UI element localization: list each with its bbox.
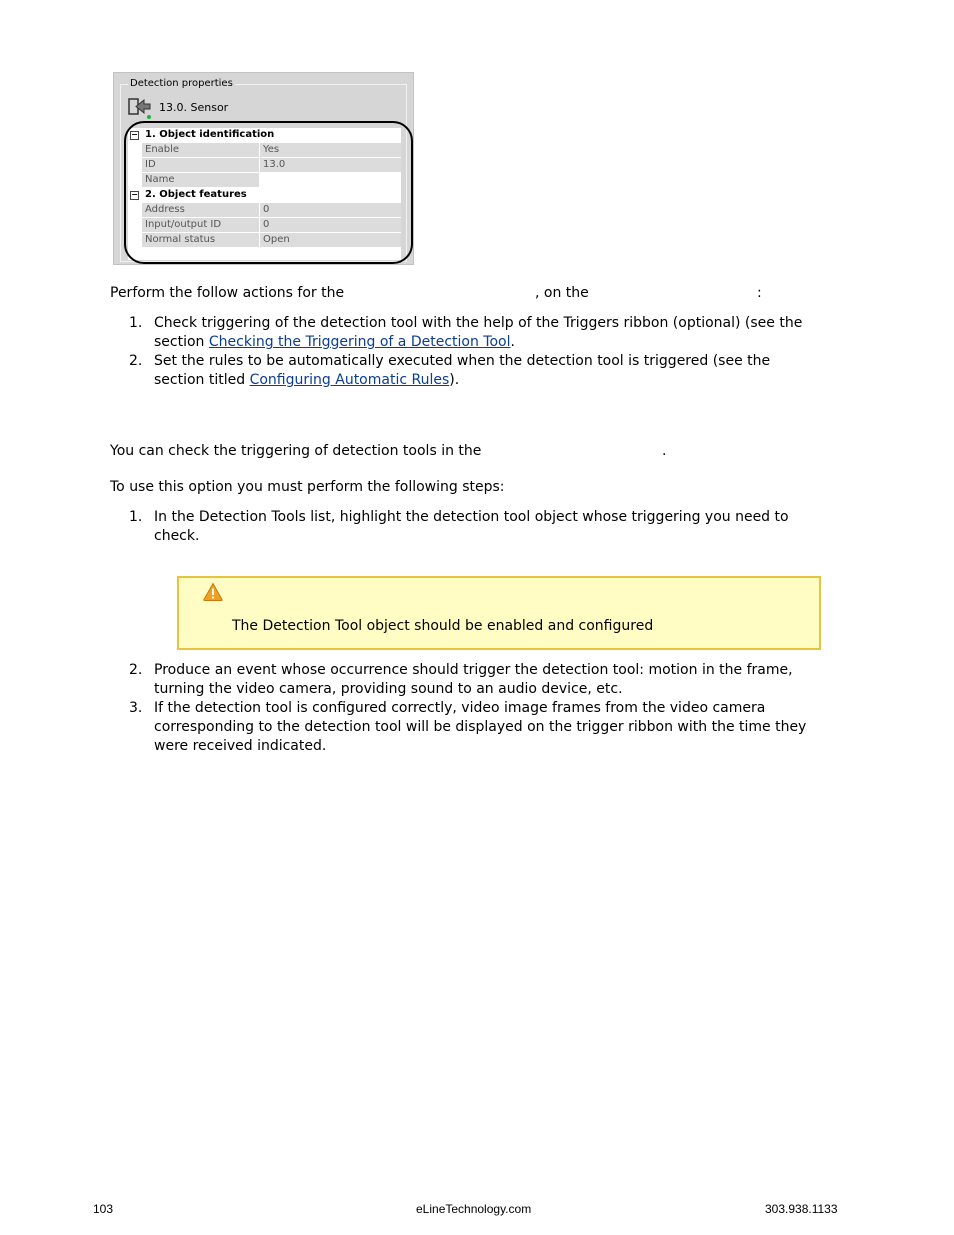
step-text: In the Detection Tools list, highlight the detection tool object whose triggering you need to (154, 509, 789, 525)
intro-part-1: Perform the follow actions for the (110, 285, 345, 301)
property-value[interactable]: 13.0 (260, 158, 401, 173)
property-value[interactable]: 0 (260, 218, 401, 233)
property-key: Input/output ID (142, 218, 259, 233)
step-text: If the detection tool is configured correctly, video image frames from the video camera (154, 700, 766, 716)
intro-part-2: , on the (535, 285, 589, 301)
note-text: The Detection Tool object should be enabled and configured (232, 618, 654, 634)
list-item (110, 314, 850, 352)
property-key: Normal status (142, 233, 259, 248)
note-box (177, 576, 821, 650)
step-number: 2. (129, 662, 143, 678)
sensor-icon (128, 97, 152, 117)
configuring-automatic-rules-link[interactable]: Configuring Automatic Rules (249, 372, 450, 388)
footer-phone: 303.938.1133 (765, 1202, 838, 1216)
step-number: 2. (129, 353, 143, 369)
section-label: 1. Object identification (145, 129, 275, 140)
continued-steps-list (110, 661, 850, 756)
section-label: 2. Object features (145, 189, 247, 200)
collapse-icon[interactable]: − (131, 130, 138, 139)
check-paragraph-end: . (662, 443, 667, 459)
procedure-steps-list (110, 508, 850, 546)
step-text: ). (449, 372, 460, 388)
panel-legend: Detection properties (130, 78, 233, 89)
step-number: 1. (129, 509, 143, 525)
highlight-outline (124, 121, 413, 264)
warning-icon (203, 582, 223, 602)
action-steps-list (110, 314, 850, 390)
step-text: were received indicated. (154, 738, 327, 754)
step-number: 1. (129, 315, 143, 331)
list-item (110, 508, 850, 546)
property-value[interactable]: Open (260, 233, 401, 248)
step-text: corresponding to the detection tool will be displayed on the trigger ribbon with the time they (154, 719, 807, 735)
property-key: Name (142, 173, 259, 188)
property-key: Enable (142, 143, 259, 158)
check-paragraph: You can check the triggering of detection tools in the (110, 443, 482, 459)
list-item (110, 699, 850, 756)
step-text: check. (154, 528, 200, 544)
intro-part-3: : (757, 285, 762, 301)
page-number: 103 (93, 1202, 114, 1216)
use-paragraph: To use this option you must perform the following steps: (110, 479, 505, 495)
property-key: Address (142, 203, 259, 218)
list-item (110, 352, 850, 390)
step-text: turning the video camera, providing sound to an audio device, etc. (154, 681, 623, 697)
step-text: section titled (154, 372, 250, 388)
property-value[interactable]: Yes (260, 143, 401, 158)
collapse-icon[interactable]: − (131, 190, 138, 199)
status-dot (147, 115, 151, 119)
property-value[interactable]: 0 (260, 203, 401, 218)
list-item (110, 661, 850, 699)
step-text: section (154, 334, 209, 350)
step-text: Produce an event whose occurrence should trigger the detection tool: motion in the frame, (154, 662, 793, 678)
step-text: Set the rules to be automatically executed when the detection tool is triggered (see the (154, 353, 771, 369)
checking-triggering-link[interactable]: Checking the Triggering of a Detection Tool (208, 334, 511, 350)
footer-site: eLineTechnology.com (416, 1202, 532, 1216)
step-text: . (510, 334, 515, 350)
sensor-label: 13.0. Sensor (159, 101, 229, 114)
step-number: 3. (129, 700, 143, 716)
property-key: ID (142, 158, 259, 173)
step-text: Check triggering of the detection tool with the help of the Triggers ribbon (optional) (see the (154, 315, 803, 331)
